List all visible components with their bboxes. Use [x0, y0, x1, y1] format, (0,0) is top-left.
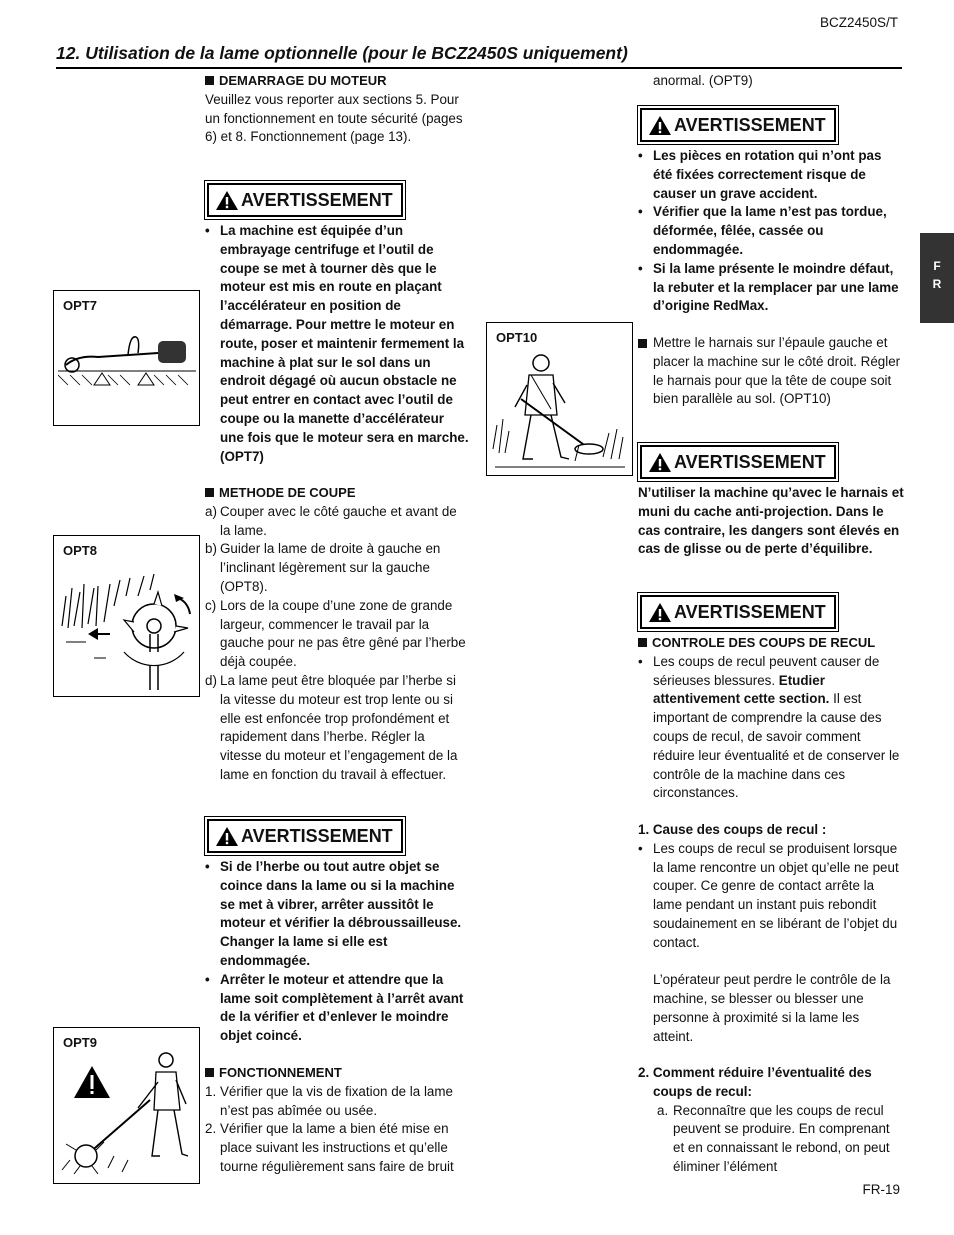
- recul-section: [638, 634, 902, 803]
- methode-item: b) Guider la lame de droite à gauche en l’inclinant légèrement sur la gauche (OPT8).: [205, 541, 441, 594]
- figure-opt9: [53, 1027, 200, 1184]
- fonction-section: [205, 1064, 470, 1177]
- warning-list-2: [205, 858, 471, 1046]
- warning-item: • Vérifier que la lame n’est pas tordue, déformée, fêlée, cassée ou endommagée.: [638, 203, 902, 259]
- warning-item: • La machine est équipée d’un embrayage centrifuge et l’outil de coupe se met à tourner dès que le moteur est mis en route en plaçant l’accélérateur en position de démarrage. Pour mettre le moteur en route, poser et maintenir fermement la machine à plat sur le sol dans un endroit dégagé où aucun obstacle ne peut entrer en contact avec l’outil de coupe ou la manette d’accélérateur une fois que le moteur sera en marche. (OPT7): [205, 222, 471, 466]
- cutting-direction-illustration: [58, 566, 196, 690]
- methode-item: c) Lors de la coupe d’une zone de grande largeur, commencer le travail par la gauche pour ne pas être gêné par l’herbe déjà coupée.: [205, 597, 466, 670]
- figure-label: OPT10: [496, 330, 538, 345]
- methode-section: [205, 484, 470, 785]
- warning-triangle-icon: [648, 452, 672, 473]
- figure-label: OPT7: [63, 298, 97, 313]
- figure-opt8: [53, 535, 200, 697]
- continued-text: anormal. (OPT9): [653, 73, 753, 88]
- warning-box-1: AVERTISSEMENT: [207, 183, 403, 217]
- heading-reduire: 2. Comment réduire l’éventualité des coups de recul:: [638, 1065, 872, 1099]
- figure-opt7: [53, 290, 200, 426]
- trimmer-on-ground-illustration: [58, 325, 196, 395]
- warning-box-2: AVERTISSEMENT: [207, 819, 403, 853]
- methode-item: d) La lame peut être bloquée par l’herbe si la vitesse du moteur est trop lente ou si elle est enfoncée trop profondément et rapidement dans l’herbe. Régler la vitesse du moteur et l’engagement de la lame en fonction du travail à effectuer.: [205, 672, 458, 782]
- harnais-text: Mettre le harnais sur l’épaule gauche et placer la machine sur le côté droit. Régler le harnais pour que la tête de coupe soit bien parallèle au sol. (OPT10): [653, 335, 901, 407]
- methode-item: a) Couper avec le côté gauche et avant de la lame.: [205, 503, 457, 538]
- cause-item: • Les coups de recul se produisent lorsque la lame rencontre un objet qu’elle ne peut couper. Ce genre de contact arrête la lame pendant un instant puis rebondit soudainement en se libérant de l’objet du contact.: [638, 840, 902, 953]
- harnais-section: [638, 334, 902, 409]
- fonction-item: 2. Vérifier que la lame a bien été mise en place suivant les instructions et qu’elle tourne régulièrement sans faire de bruit: [205, 1121, 454, 1174]
- language-tab: [920, 233, 954, 323]
- language-tab-letter: R: [932, 277, 942, 291]
- warning-triangle-icon: [215, 190, 239, 211]
- heading-recul: CONTROLE DES COUPS DE RECUL: [638, 634, 902, 653]
- section-title: 12. Utilisation de la lame optionnelle (pour le BCZ2450S uniquement): [56, 42, 902, 69]
- language-tab-letter: F: [933, 259, 941, 273]
- recul-item: • Les coups de recul peuvent causer de sérieuses blessures. Etudier attentivement cette section. Il est important de comprendre la cause des coups de recul, de savoir comment réduire leur éventualité et de conserver le contrôle de la machine dans ces circonstances.: [638, 653, 902, 803]
- page-number: FR-19: [862, 1182, 900, 1198]
- heading-cause: 1. Cause des coups de recul :: [638, 822, 827, 837]
- warning-triangle-icon: [648, 115, 672, 136]
- warning-item: • Les pièces en rotation qui n’ont pas été fixées correctement risque de causer un grave accident.: [638, 147, 902, 203]
- warning-item: • Si la lame présente le moindre défaut, la rebuter et la remplacer par une lame d’origine RedMax.: [638, 260, 902, 316]
- figure-label: OPT9: [63, 1035, 97, 1050]
- warning-triangle-icon: [648, 602, 672, 623]
- reduire-item: a. Reconnaître que les coups de recul peuvent se produire. En comprenant et en connaissant le rebond, on peut éliminer l’élément: [657, 1102, 890, 1174]
- figure-opt10: [486, 322, 633, 476]
- operator-checking-blade-illustration: [58, 1052, 196, 1178]
- fonction-item: 1. Vérifier que la vis de fixation de la lame n’est pas abîmée ou usée.: [205, 1083, 453, 1118]
- warning-text-4: N’utiliser la machine qu’avec le harnais et muni du cache anti-projection. Dans le cas contraire, les dangers sont élevés en cas de glisse ou de perte d’équilibre.: [638, 485, 904, 557]
- heading-demarrage: DEMARRAGE DU MOTEUR: [205, 72, 470, 91]
- warning-box-3: AVERTISSEMENT: [640, 108, 836, 142]
- column-1: [205, 72, 470, 147]
- model-number: BCZ2450S/T: [819, 15, 898, 30]
- figure-label: OPT8: [63, 543, 97, 558]
- operator-with-harness-illustration: [491, 349, 629, 471]
- warning-item: • Si de l’herbe ou tout autre objet se coince dans la lame ou si la machine se met à vibrer, arrêter aussitôt le moteur et vérifier la débroussailleuse. Changer la lame si elle est endommagée.: [205, 858, 471, 971]
- reduire-section: [638, 1064, 902, 1177]
- warning-list-1: [205, 222, 471, 466]
- warning-triangle-icon: [215, 826, 239, 847]
- heading-fonctionnement: FONCTIONNEMENT: [205, 1064, 470, 1083]
- heading-methode: METHODE DE COUPE: [205, 484, 470, 503]
- warning-item: • Arrêter le moteur et attendre que la lame soit complètement à l’arrêt avant de la vérifier et d’enlever le moindre objet coincé.: [205, 971, 471, 1046]
- warning-box-5: AVERTISSEMENT: [640, 595, 836, 629]
- cause-text-2: L’opérateur peut perdre le contrôle de la machine, se blesser ou blesser une personne à proximité si la lame les atteint.: [653, 972, 891, 1044]
- warning-box-4: AVERTISSEMENT: [640, 445, 836, 479]
- warning-list-3: [638, 147, 902, 316]
- cause-section: [638, 821, 902, 1047]
- demarrage-text: Veuillez vous reporter aux sections 5. Pour un fonctionnement en toute sécurité (pages 6) et 8. Fonctionnement (page 13).: [205, 91, 463, 145]
